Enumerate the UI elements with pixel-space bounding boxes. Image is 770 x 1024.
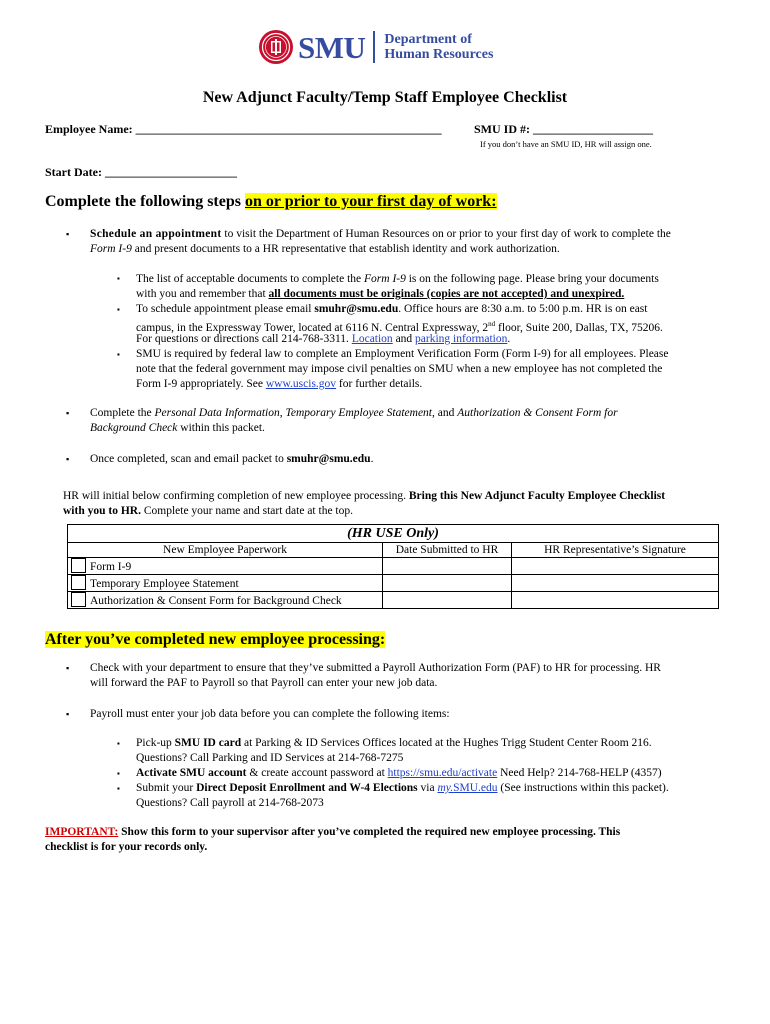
section1-heading-prefix: Complete the following steps [45,193,245,210]
hr-table-title-row [68,525,719,543]
hr-row-paperwork [68,592,383,609]
bullet2-comma: , [279,407,286,419]
sub-bullet-icon: ▪ [117,305,120,314]
s2-sub3-line1 [136,781,669,796]
sub1-line2 [136,287,624,302]
sub2-period: . [507,333,511,345]
hr-note-line2-bold: with you to HR. [63,505,141,517]
sub-bullet-icon: ▪ [117,739,120,748]
hr-row-label: Temporary Employee Statement [90,578,239,590]
uscis-link[interactable]: www.uscis.gov [265,378,337,390]
start-date-field[interactable]: Start Date: ______________________ [45,165,237,179]
bullet-icon: ▪ [66,709,70,719]
checkbox[interactable] [71,575,86,590]
important-line1 [45,825,620,840]
bullet1-line2 [90,242,560,257]
logo-department [384,32,493,62]
employee-name-field[interactable]: Employee Name: ___________________________________________________ [45,122,442,136]
sub2-line1 [136,302,647,317]
sub2-line1b: . Office hours are 8:30 a.m. to 5:00 p.m. HR is on east [398,303,648,315]
s2-sub3-a: Submit your [136,782,197,794]
sub1-originals-note: all documents must be originals (copies are not accepted) and unexpired. [268,288,625,300]
bullet1-bold: Schedule an appointment [90,228,222,240]
s2-sub3-bold: Direct Deposit Enrollment and W-4 Elections [196,782,418,794]
hr-row-paperwork [68,558,383,575]
sub2-email: smuhr@smu.edu [314,303,399,315]
sub1-form-i9: Form I-9 [364,273,406,285]
my-smu-link-prefix[interactable]: my. [437,782,454,794]
bullet2-line1a: Complete the [90,407,155,419]
bullet2-auth-consent: Authorization & Consent Form for [457,407,618,419]
bullet-icon: ▪ [66,663,70,673]
hr-row-date-cell[interactable] [383,575,512,592]
my-smu-link[interactable]: SMU.edu [453,782,498,794]
section2-heading-text: After you’ve completed new employee processing: [45,631,386,648]
s2-bullet2: Payroll must enter your job data before you can complete the following items: [90,708,450,720]
hr-row-label: Authorization & Consent Form for Background Check [90,595,342,607]
table-row [68,558,719,575]
smu-id-note: If you don’t have an SMU ID, HR will assign one. [480,139,652,149]
bullet2-and: , and [432,407,458,419]
hr-note-line2-rest: Complete your name and start date at the top. [140,505,354,517]
section1-heading [45,193,497,211]
bullet3-end: . [370,453,374,465]
smu-id-field[interactable]: SMU ID #: ____________________ [474,122,653,136]
page-title: New Adjunct Faculty/Temp Staff Employee Checklist [202,89,568,106]
hr-use-table [67,524,719,609]
s2-sub2-a: & create account password at [246,767,388,779]
bullet3-line [90,452,373,467]
hr-row-date-cell[interactable] [383,592,512,609]
sub2-sup: nd [488,320,496,328]
sub2-line3a: For questions or directions call 214-768-3311. [136,333,352,345]
sub-bullet-icon: ▪ [117,769,120,778]
checkbox[interactable] [71,592,86,607]
logo-smu-wordmark: SMU [298,29,366,65]
sub-bullet-icon: ▪ [117,350,120,359]
bullet-icon: ▪ [66,408,70,418]
sub3-line3a: Form I-9 appropriately. See [136,378,266,390]
hr-note-line2 [63,504,353,519]
bullet-icon: ▪ [66,454,70,464]
s2-sub1-line2: Questions? Call Parking and ID Services at 214-768-7275 [136,752,404,764]
bullet-icon: ▪ [66,229,70,239]
important-line2: checklist is for your records only. [45,841,208,853]
sub1-line1a: The list of acceptable documents to complete the [136,273,365,285]
bullet1-line1 [90,227,671,242]
hr-row-signature-cell[interactable] [512,575,719,592]
sub2-line2a: campus, in the Expressway Tower, located at 6116 N. Central Expressway, 2 [136,321,489,334]
section1-heading-highlight: on or prior to your first day of work: [244,193,497,210]
bullet1-form-i9: Form I-9 [90,243,132,255]
s2-sub1-b: at Parking & ID Services Offices located at the Hughes Trigg Student Center Room 216. [241,737,652,749]
s2-sub1-line1 [136,736,652,751]
table-row [68,592,719,609]
logo-dept-line2: Human Resources [384,47,494,62]
s2-sub1-a: Pick-up [136,737,175,749]
smu-activate-link[interactable]: https://smu.edu/activate [387,767,498,779]
sub2-line1a: To schedule appointment please email [136,303,315,315]
sub3-line3b: for further details. [336,378,423,390]
checkbox[interactable] [71,558,86,573]
hr-col-paperwork: New Employee Paperwork [68,543,383,558]
smu-seal-icon [258,29,294,65]
bullet2-line2 [90,421,265,436]
hr-col-date: Date Submitted to HR [383,543,512,558]
sub3-line3 [136,377,422,392]
hr-note-line1 [63,489,665,504]
hr-note-line1a: HR will initial below confirming completion of new employee processing. [63,490,409,502]
hr-row-date-cell[interactable] [383,558,512,575]
s2-sub2-bold: Activate SMU account [136,767,247,779]
parking-information-link[interactable]: parking information [415,333,508,345]
bullet2-temp-statement: Temporary Employee Statement [285,407,432,419]
hr-row-signature-cell[interactable] [512,592,719,609]
hr-row-signature-cell[interactable] [512,558,719,575]
s2-sub2-b: Need Help? 214-768-HELP (4357) [497,767,662,779]
sub3-line1: SMU is required by federal law to complete an Employment Verification Form (Form I-9) for all employees. Please [136,348,669,360]
s2-sub3-b: (See instructions within this packet). [497,782,669,794]
smu-hr-logo [258,27,493,67]
sub1-line1 [136,272,659,287]
sub2-and: and [392,333,416,345]
bullet3-a: Once completed, scan and email packet to [90,453,287,465]
location-link[interactable]: Location [351,333,393,345]
s2-bullet1-line2: will forward the PAF to Payroll so that Payroll can enter your new job data. [90,677,438,689]
bullet2-personal-data: Personal Data Information [154,407,280,419]
hr-row-label: Form I-9 [90,561,132,573]
hr-note-bold: Bring this New Adjunct Faculty Employee Checklist [408,490,666,502]
table-row [68,575,719,592]
sub1-line2a: with you and remember that [136,288,269,300]
bullet1-line2-rest: and present documents to a HR representative that establish identity and work authorization. [131,243,560,255]
bullet2-line2-rest: within this packet. [177,422,265,434]
bullet2-background-check: Background Check [90,422,178,434]
s2-sub3-line2: Questions? Call payroll at 214-768-2073 [136,797,324,809]
bullet3-email: smuhr@smu.edu [286,453,371,465]
hr-table-header-row [68,543,719,558]
sub-bullet-icon: ▪ [117,274,120,283]
sub2-line3 [136,332,510,347]
section2-heading [45,631,385,649]
sub2-line2b: floor, Suite 200, Dallas, TX, 75206. [495,321,663,334]
s2-bullet1-line1: Check with your department to ensure that they’ve submitted a Payroll Authorization Form (PAF) to HR for processing. HR [90,662,661,674]
logo-divider [373,31,375,63]
important-label: IMPORTANT: [45,826,119,838]
hr-col-signature: HR Representative’s Signature [512,543,719,558]
s2-sub1-bold: SMU ID card [174,737,242,749]
sub1-line1b: is on the following page. Please bring your documents [405,273,659,285]
s2-sub3-via: via [417,782,438,794]
important-text: Show this form to your supervisor after you’ve completed the required new employee processing. This [118,826,621,838]
s2-sub2-line [136,766,662,781]
logo-dept-line1: Department of [384,32,472,47]
bullet2-line1 [90,406,618,421]
bullet1-rest: to visit the Department of Human Resources on or prior to your first day of work to complete the [221,228,671,240]
hr-row-paperwork [68,575,383,592]
sub3-line2: note that the federal government may impose civil penalties on SMU when a new employee has not completed the [136,363,663,375]
sub-bullet-icon: ▪ [117,784,120,793]
hr-table-title: (HR USE Only) [68,525,719,543]
